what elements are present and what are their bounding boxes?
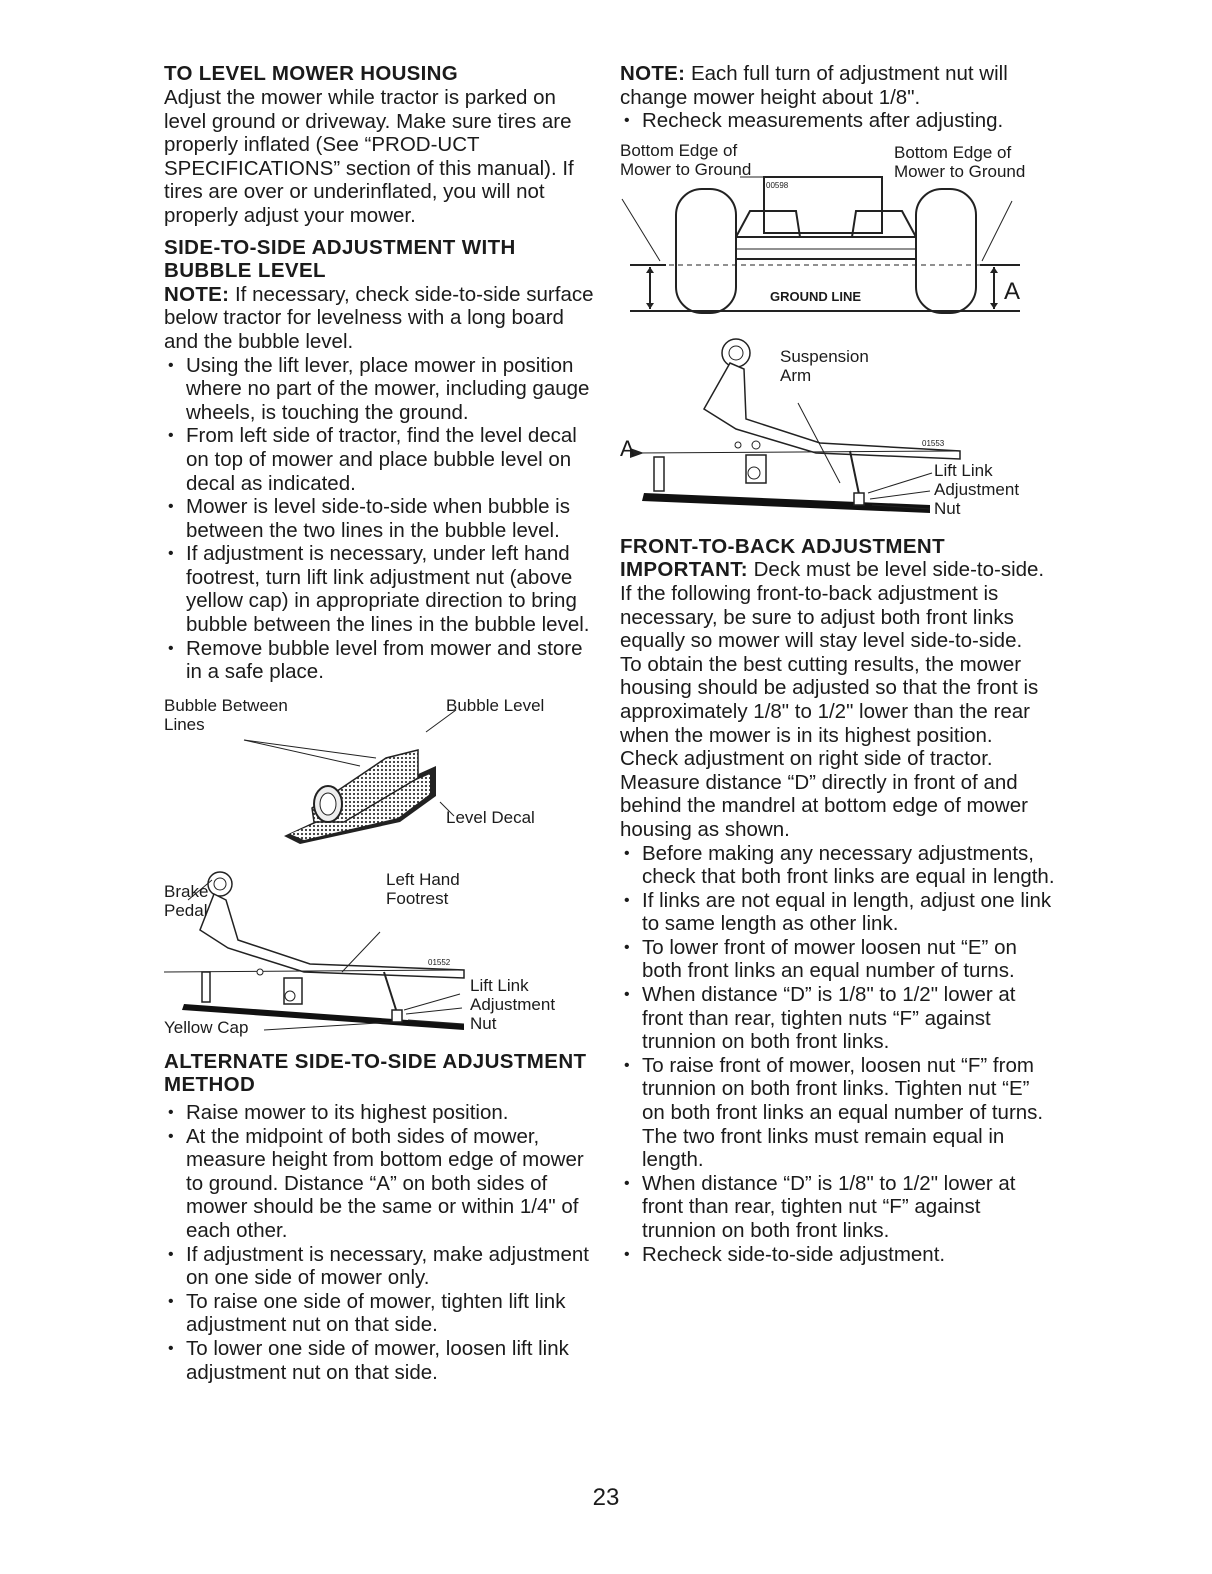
important-label: IMPORTANT: bbox=[620, 558, 748, 582]
note-text: If necessary, check side-to-side surface below tractor for levelness with a long board and the bubble level. bbox=[164, 282, 594, 353]
important-paragraph bbox=[620, 558, 1056, 652]
right-column bbox=[620, 62, 1056, 1266]
alternate-steps-list bbox=[164, 1101, 596, 1384]
side-steps-list bbox=[164, 354, 596, 684]
note-steps-list bbox=[620, 109, 1056, 133]
figure-code: 01553 bbox=[922, 438, 945, 448]
list-item: • If adjustment is necessary, under left hand footrest, turn lift link adjustment nut (above yellow cap) in appropriate direction to bring bubble between the lines in the bubble level. bbox=[164, 542, 596, 636]
bubble-level-label: Bubble Level bbox=[446, 695, 545, 715]
level-decal-label: Level Decal bbox=[446, 807, 535, 827]
lift-link-label: Lift Link Adjustment Nut bbox=[934, 460, 1020, 518]
adjustment-nut-icon bbox=[392, 1010, 402, 1022]
brake-pedal-label: Brake Pedal bbox=[164, 881, 209, 920]
list-item: • When distance “D” is 1/8" to 1/2" lower at front than rear, tighten nuts “F” against trunnion on both front links. bbox=[620, 983, 1056, 1054]
left-tire-icon bbox=[676, 189, 736, 313]
left-hand-footrest-label: Left Hand Footrest bbox=[386, 869, 460, 908]
figure-code: 00598 bbox=[766, 180, 789, 190]
note-paragraph bbox=[164, 283, 596, 354]
list-item: • To lower one side of mower, loosen lift link adjustment nut on that side. bbox=[164, 1337, 596, 1384]
list-item: • To raise front of mower, loosen nut “F” from trunnion on both front links. Tighten nut “E” on both front links an equal number of turns. The two front links must remain equal in length. bbox=[620, 1054, 1056, 1172]
lift-link-label: Lift Link Adjustment Nut bbox=[470, 975, 556, 1033]
bubble-between-label: Bubble Between Lines bbox=[164, 695, 288, 734]
cutting-results-paragraph: To obtain the best cutting results, the mower housing should be adjusted so that the front is approximately 1/8" to 1/2" lower than the rear when the mower is in its highest position. bbox=[620, 652, 1039, 747]
ground-line-figure bbox=[620, 141, 1056, 319]
check-adjustment-paragraph: Check adjustment on right side of tractor. Measure distance “D” directly in front of and behind the mandrel at bottom edge of mower housing as shown. bbox=[620, 747, 1028, 841]
list-item: • Remove bubble level from mower and store in a safe place. bbox=[164, 637, 596, 684]
list-item: • To raise one side of mower, tighten lift link adjustment nut on that side. bbox=[164, 1290, 596, 1337]
list-item: • Recheck measurements after adjusting. bbox=[620, 109, 1056, 133]
list-item: • If adjustment is necessary, make adjustment on one side of mower only. bbox=[164, 1243, 596, 1290]
bottom-edge-right-label: Bottom Edge of Mower to Ground bbox=[894, 142, 1026, 181]
suspension-arm-label: Suspension Arm bbox=[780, 346, 869, 385]
important-text: Deck must be level side-to-side. If the following front-to-back adjustment is necessary, be sure to adjust both front links equally so mower will stay level side-to-side. bbox=[620, 558, 1045, 653]
footrest-figure bbox=[164, 860, 596, 1036]
list-item: • Raise mower to its highest position. bbox=[164, 1101, 596, 1125]
list-item: • Recheck side-to-side adjustment. bbox=[620, 1243, 1056, 1267]
note-text: Each full turn of adjustment nut will change mower height about 1/8". bbox=[620, 62, 1008, 109]
list-item: • From left side of tractor, find the level decal on top of mower and place bubble level on decal as indicated. bbox=[164, 424, 596, 495]
right-tire-icon bbox=[916, 189, 976, 313]
front-steps-list bbox=[620, 842, 1056, 1267]
list-item: • To lower front of mower loosen nut “E” on both front links an equal number of turns. bbox=[620, 936, 1056, 983]
list-item: • If links are not equal in length, adjust one link to same length as other link. bbox=[620, 889, 1056, 936]
note-label: NOTE: bbox=[620, 62, 686, 85]
ground-line-label: GROUND LINE bbox=[770, 288, 861, 304]
left-column bbox=[164, 62, 596, 1384]
distance-a-label: A bbox=[1004, 277, 1021, 305]
intro-paragraph: Adjust the mower while tractor is parked on level ground or driveway. Make sure tires are properly inflated (See “PROD-UCT SPECIFICATIONS” section of this manual). If tires are over or underinflated, you will not properly adjust your mower. bbox=[164, 86, 574, 227]
yellow-cap-label: Yellow Cap bbox=[164, 1017, 249, 1037]
page-number: 23 bbox=[592, 1484, 620, 1511]
section-title: TO LEVEL MOWER HOUSING bbox=[164, 62, 459, 85]
alternate-method-heading: ALTERNATE SIDE-TO-SIDE ADJUSTMENT METHOD bbox=[164, 1049, 587, 1097]
list-item: • Before making any necessary adjustments, check that both front links are equal in length. bbox=[620, 842, 1056, 889]
suspension-arm-figure bbox=[620, 333, 1056, 533]
list-item: • When distance “D” is 1/8" to 1/2" lower at front than rear, tighten nut “F” against trunnion on both front links. bbox=[620, 1172, 1056, 1243]
bubble-level-figure bbox=[164, 696, 596, 846]
adjustment-nut-icon bbox=[854, 493, 864, 505]
list-item: • Mower is level side-to-side when bubble is between the two lines in the bubble level. bbox=[164, 495, 596, 542]
list-item: • At the midpoint of both sides of mower, measure height from bottom edge of mower to ground. Distance “A” on both sides of mower should be the same or within 1/4" of each other. bbox=[164, 1125, 596, 1243]
mower-deck-bar bbox=[642, 493, 930, 513]
figure-code: 01552 bbox=[428, 957, 451, 967]
front-to-back-heading: FRONT-TO-BACK ADJUSTMENT bbox=[620, 534, 946, 558]
distance-a-label: A bbox=[620, 435, 635, 461]
list-item: • Using the lift lever, place mower in position where no part of the mower, including gauge wheels, is touching the ground. bbox=[164, 354, 596, 425]
note-label: NOTE: bbox=[164, 282, 230, 306]
right-note-paragraph bbox=[620, 62, 1056, 109]
bottom-edge-left-label: Bottom Edge of Mower to Ground bbox=[620, 140, 752, 179]
side-to-side-heading: SIDE-TO-SIDE ADJUSTMENT WITH BUBBLE LEVEL bbox=[164, 235, 516, 283]
